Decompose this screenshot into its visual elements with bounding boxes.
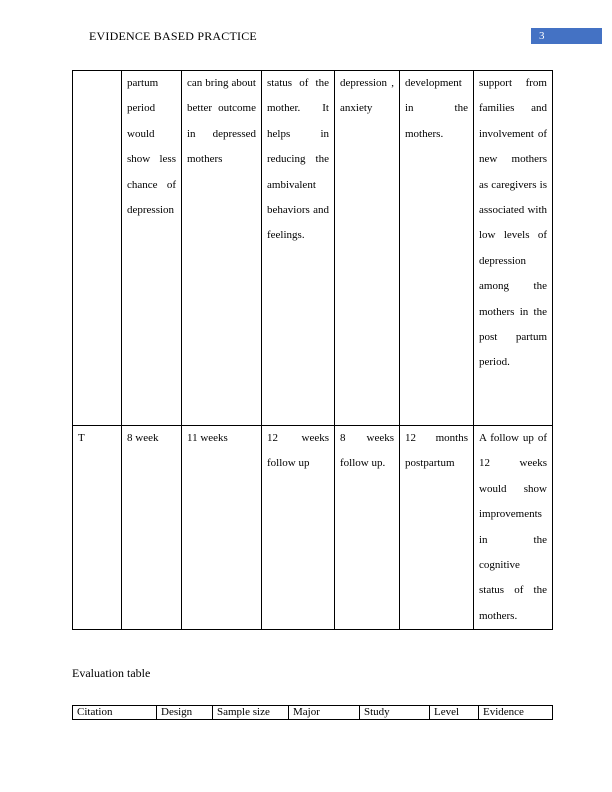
column-header: Level — [430, 706, 479, 720]
table-row — [73, 426, 553, 630]
table-cell: support from families and involvement of new mothers as caregivers is associated with low levels of depression among the mothers in the post partum period. — [474, 71, 553, 426]
table-row — [73, 71, 553, 426]
table-cell: can bring about better outcome in depressed mothers — [182, 71, 262, 426]
evidence-table — [72, 70, 553, 630]
table-cell: status of the mother. It helps in reducing the ambivalent behaviors and feelings. — [262, 71, 335, 426]
table-cell: 8 weeks follow up. — [335, 426, 400, 630]
evaluation-header-row — [73, 706, 553, 720]
table-cell: 12 weeks follow up — [262, 426, 335, 630]
column-header: Major — [289, 706, 360, 720]
column-header: Design — [157, 706, 213, 720]
table-cell: 12 months postpartum — [400, 426, 474, 630]
column-header: Study — [360, 706, 430, 720]
table-cell — [73, 71, 122, 426]
table-cell: 11 weeks — [182, 426, 262, 630]
column-header: Sample size — [213, 706, 289, 720]
page-number: 3 — [531, 28, 602, 44]
column-header: Evidence — [479, 706, 553, 720]
table-cell: A follow up of 12 weeks would show improvements in the cognitive status of the mothers. — [474, 426, 553, 630]
table-cell: development in the mothers. — [400, 71, 474, 426]
table-cell: T — [73, 426, 122, 630]
evaluation-heading: Evaluation table — [72, 666, 151, 680]
table-cell: partum period would show less chance of depression — [122, 71, 182, 426]
running-head-title: EVIDENCE BASED PRACTICE — [89, 29, 257, 43]
table-cell: depression , anxiety — [335, 71, 400, 426]
column-header: Citation — [73, 706, 157, 720]
evaluation-table — [72, 705, 553, 720]
table-cell: 8 week — [122, 426, 182, 630]
